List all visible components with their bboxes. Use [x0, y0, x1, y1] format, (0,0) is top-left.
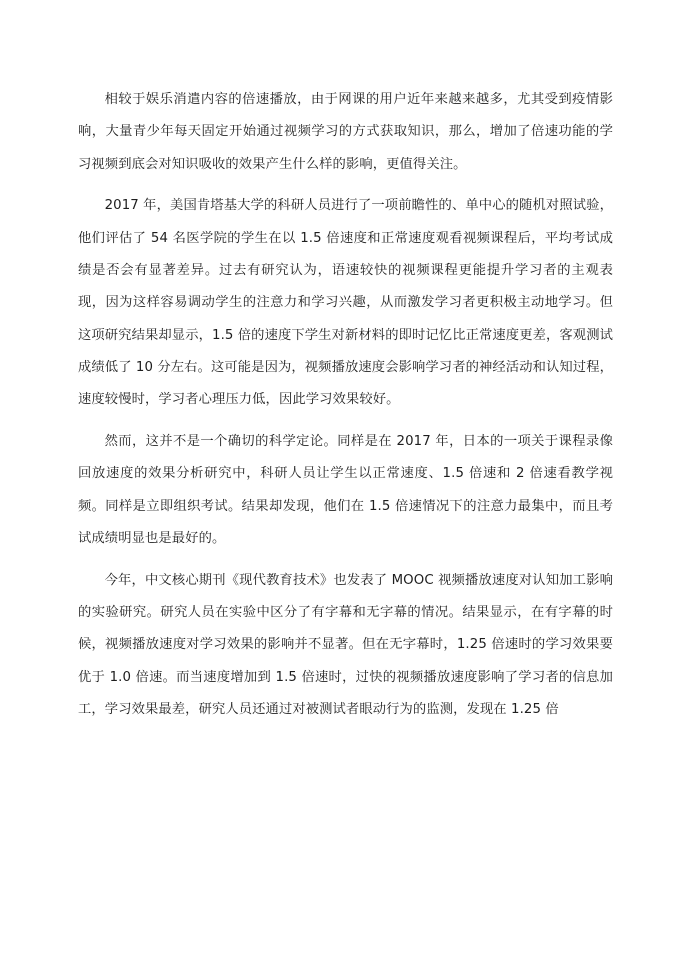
paragraph-mooc-study: 今年，中文核心期刊《现代教育技术》也发表了 MOOC 视频播放速度对认知加工影响的实验研究。研究人员在实验中区分了有字幕和无字幕的情况。结果显示，在有字幕的时候，视频播放速度对学习效果的影响并不显著。但在无字幕时，1.25 倍速时的学习效果要优于 1.0 倍速。而当速度增加到 1.5 倍速时，过快的视频播放速度影响了学习者的信息加工，学习效果最差，研究人员还通过对被测试者眼动行为的监测，发现在 1.25 倍 [78, 572, 613, 717]
paragraph-speed-playback-intro: 相较于娱乐消遣内容的倍速播放，由于网课的用户近年来越来越多，尤其受到疫情影响，大量青少年每天固定开始通过视频学习的方式获取知识，那么，增加了倍速功能的学习视频到底会对知识吸收的效果产生什么样的影响，更值得关注。 [78, 92, 613, 172]
document-body [78, 84, 613, 736]
paragraph-kentucky-study: 2017 年，美国肯塔基大学的科研人员进行了一项前瞻性的、单中心的随机对照试验，他们评估了 54 名医学院的学生在以 1.5 倍速度和正常速度观看视频课程后，平均考试成绩是否会有显著差异。过去有研究认为，语速较快的视频课程更能提升学习者的主观表现，因为这样容易调动学生的注意力和学习兴趣，从而激发学习者更积极主动地学习。但这项研究结果却显示，1.5 倍的速度下学生对新材料的即时记忆比正常速度更差，客观测试成绩低了 10 分左右。这可能是因为，视频播放速度会影响学习者的神经活动和认知过程，速度较慢时，学习者心理压力低，因此学习效果较好。 [78, 198, 613, 408]
paragraph-japan-study: 然而，这并不是一个确切的科学定论。同样是在 2017 年，日本的一项关于课程录像回放速度的效果分析研究中，科研人员让学生以正常速度、1.5 倍速和 2 倍速看教学视频。同样是立即组织考试。结果却发现，他们在 1.5 倍速情况下的注意力最集中，而且考试成绩明显也是最好的。 [78, 433, 613, 546]
